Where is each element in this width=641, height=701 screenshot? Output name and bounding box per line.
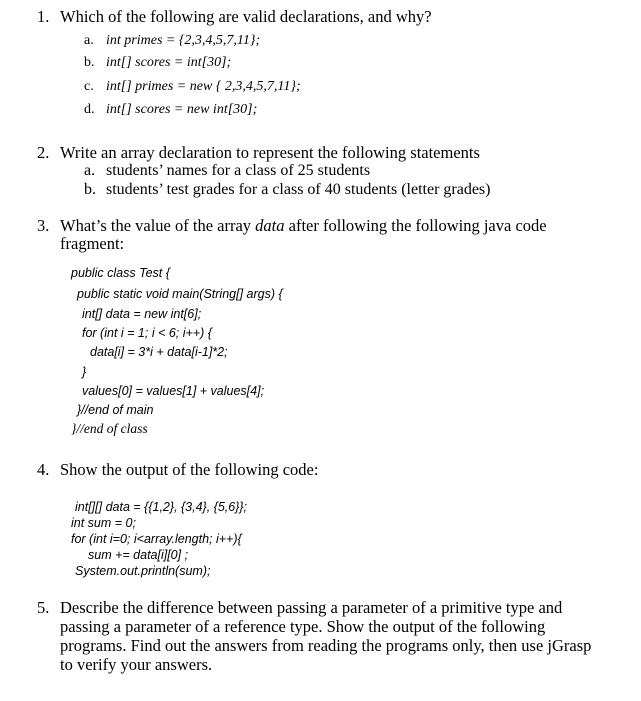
code-line: }//end of class [71, 421, 148, 436]
question-3 [37, 216, 597, 256]
code-line: int[][] data = {{1,2}, {3,4}, {5,6}}; [75, 500, 248, 514]
code-line: }//end of main [77, 403, 154, 417]
option-label: a. [84, 33, 94, 48]
question-1 [37, 7, 597, 27]
question-text-line: to verify your answers. [60, 655, 213, 674]
item-label: a. [84, 162, 96, 179]
question-text-continued: fragment: [60, 234, 125, 253]
code-line: for (int i=0; i<array.length; i++){ [71, 532, 242, 546]
option-label: d. [84, 102, 95, 117]
question-text-line: passing a parameter of a reference type. Show the output of the following [60, 617, 546, 636]
code-line: sum += data[i][0] ; [88, 548, 189, 562]
question-2 [37, 143, 597, 163]
question-text-line: Describe the difference between passing a parameter of a primitive type and [60, 598, 563, 617]
code-line: for (int i = 1; i < 6; i++) { [82, 326, 212, 340]
option-label: c. [84, 79, 94, 94]
code-line: values[0] = values[1] + values[4]; [82, 384, 265, 398]
question-number: 2. [37, 143, 50, 162]
item-text: students’ test grades for a class of 40 students (letter grades) [106, 181, 491, 198]
code-line: data[i] = 3*i + data[i-1]*2; [90, 345, 228, 359]
question-number: 1. [37, 7, 50, 26]
item-text: students’ names for a class of 25 students [106, 162, 371, 179]
option-code: int[] scores = new int[30]; [106, 102, 258, 117]
question-number: 3. [37, 216, 50, 235]
code-line: int sum = 0; [71, 516, 136, 530]
question-text: Show the output of the following code: [60, 460, 319, 479]
code-line: int[] data = new int[6]; [82, 307, 202, 321]
question-text-line: programs. Find out the answers from reading the programs only, then use jGrasp [60, 636, 592, 655]
code-line: public static void main(String[] args) { [77, 287, 283, 301]
option-code: int[] scores = int[30]; [106, 55, 232, 70]
question-text: Which of the following are valid declarations, and why? [60, 7, 432, 26]
option-label: b. [84, 55, 95, 70]
question-4 [37, 460, 597, 480]
option-code: int[] primes = new { 2,3,4,5,7,11}; [106, 79, 301, 94]
item-label: b. [84, 181, 96, 198]
code-line: System.out.println(sum); [75, 564, 211, 578]
option-code: int primes = {2,3,4,5,7,11}; [106, 33, 261, 48]
question-text: Write an array declaration to represent the following statements [60, 143, 480, 162]
code-line: } [82, 365, 87, 379]
question-number: 4. [37, 460, 50, 479]
code-line: public class Test { [71, 266, 170, 280]
question-5 [37, 598, 617, 678]
question-number: 5. [37, 598, 50, 617]
question-text: What’s the value of the array data after following the following java code [60, 216, 547, 235]
